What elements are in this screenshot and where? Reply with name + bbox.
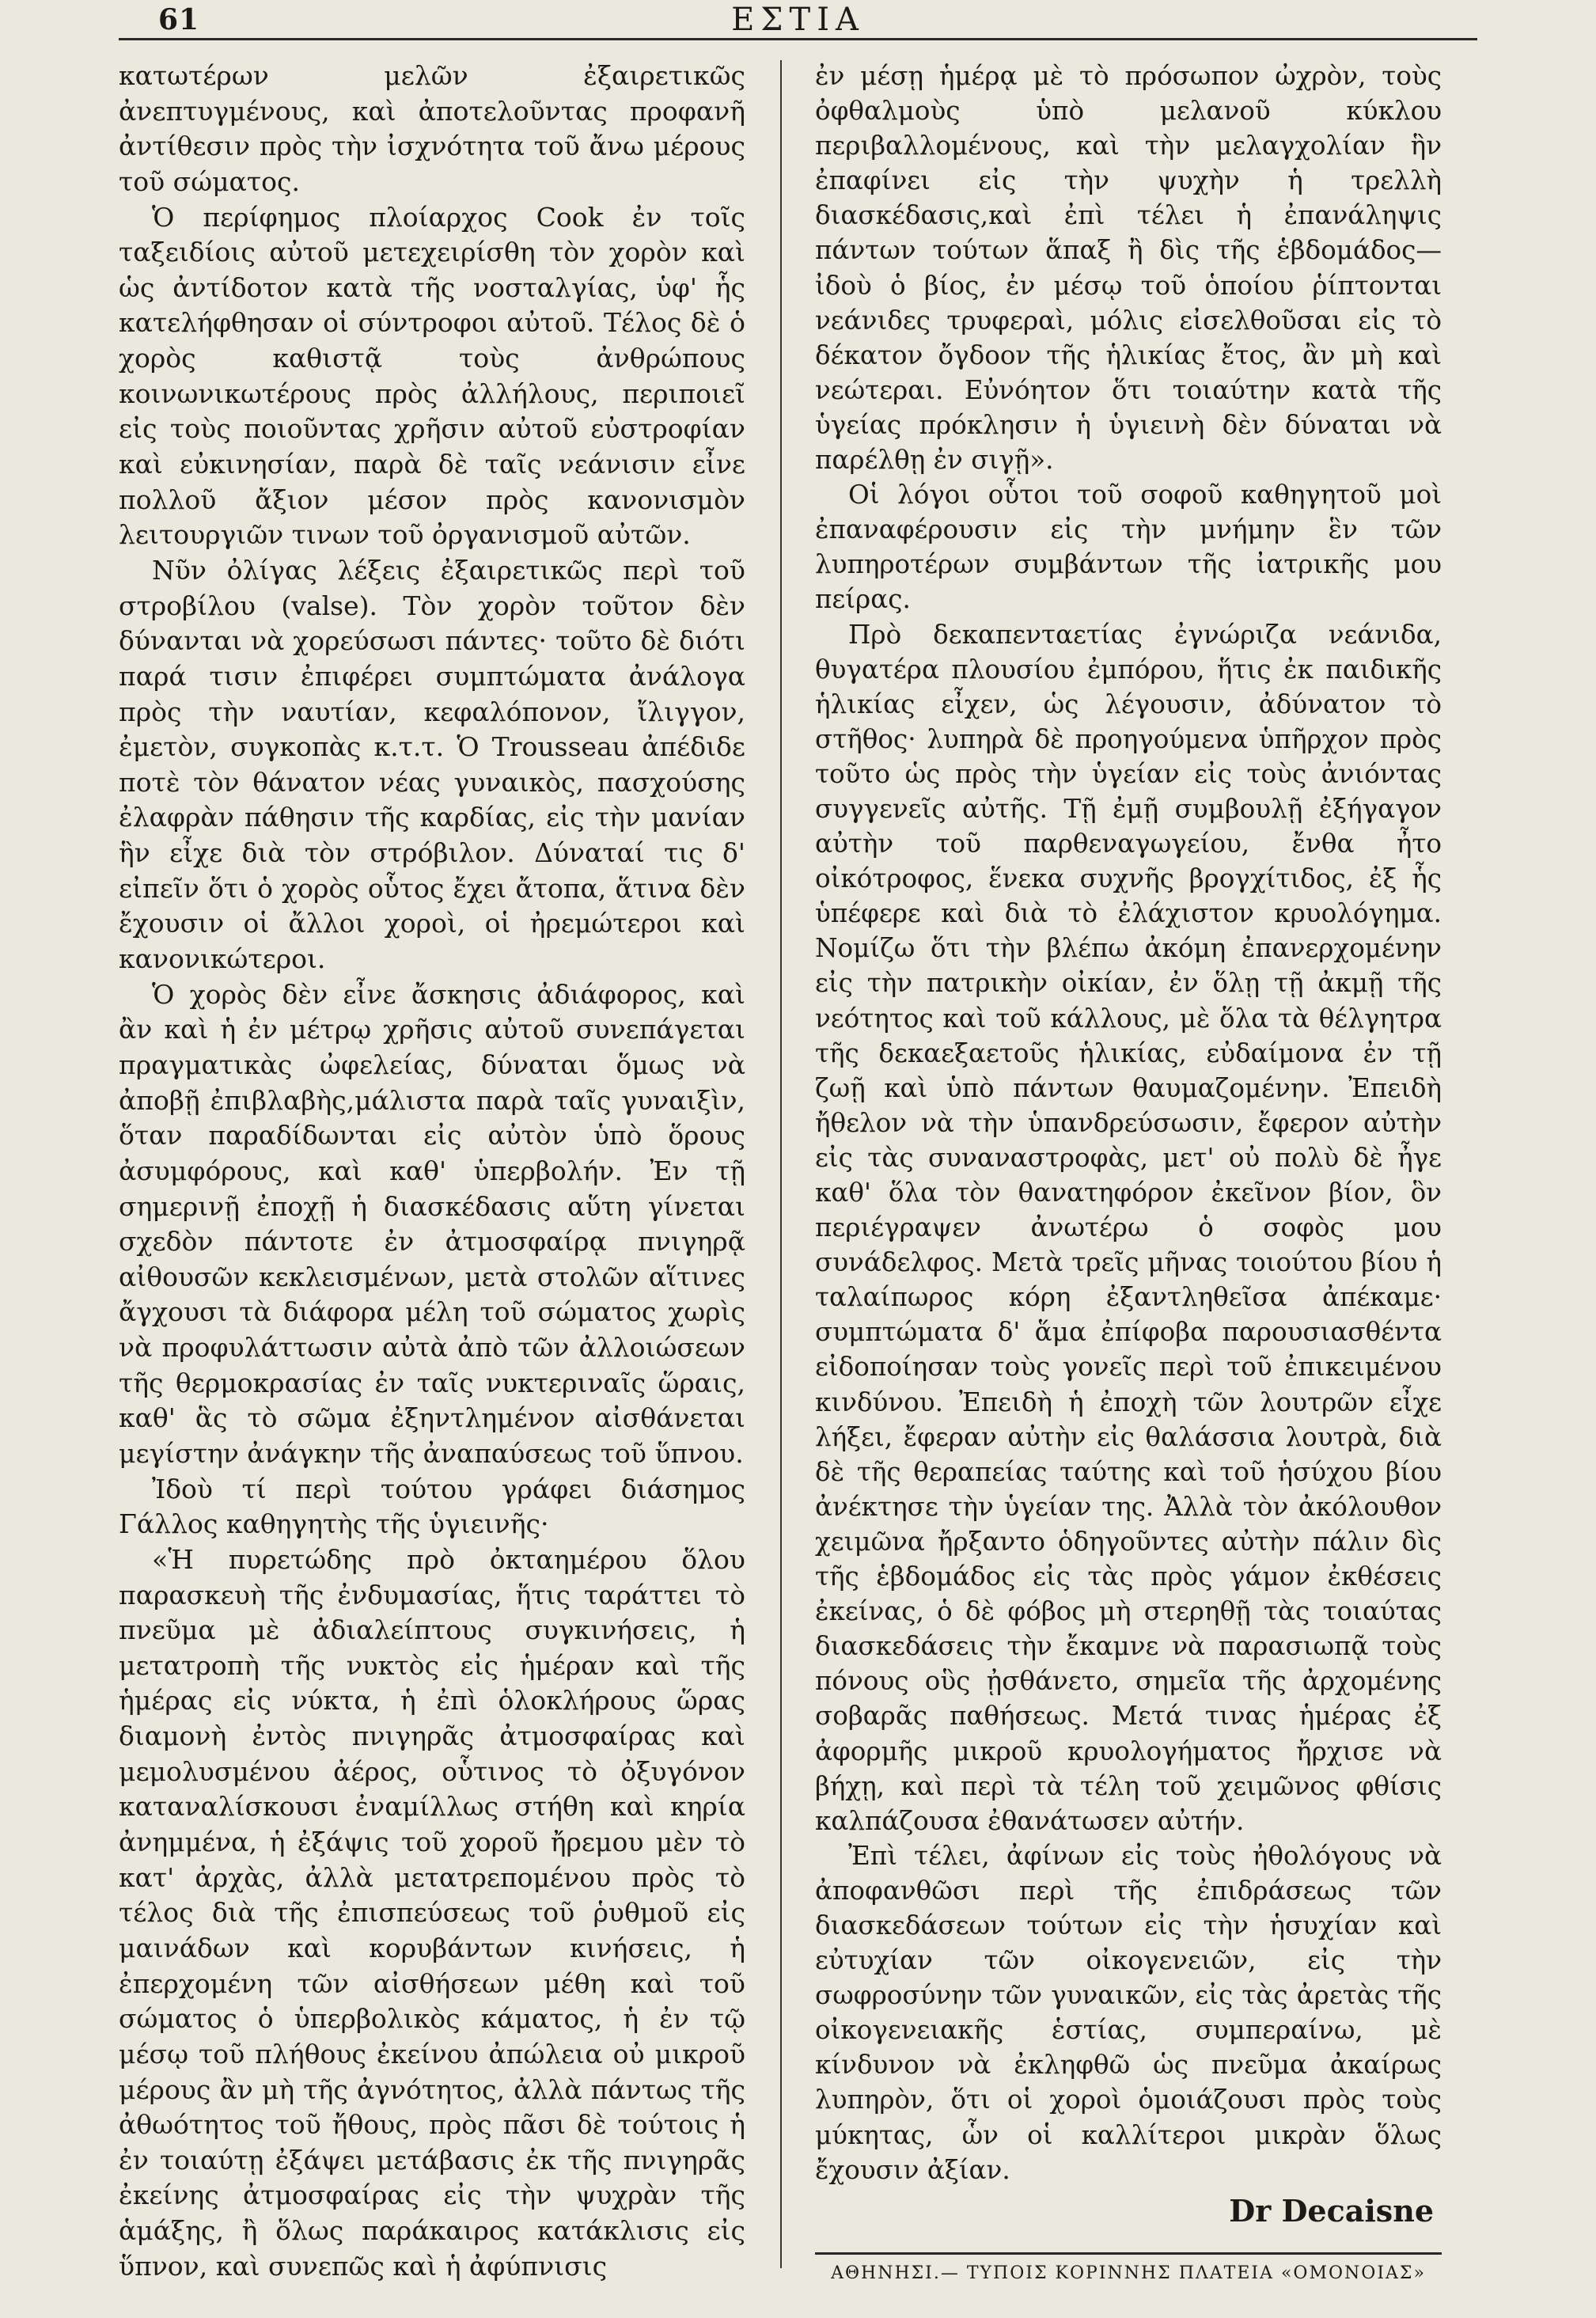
paragraph: Ἐπὶ τέλει, ἀφίνων εἰς τοὺς ἠθολόγους νὰ ἀποφανθῶσι περὶ τῆς ἐπιδράσεως τῶν διασκεδάσεων τούτων εἰς τὴν ἡσυχίαν καὶ εὐτυχίαν τῶν οἰκογενειῶν, εἰς τὴν σωφροσύνην τῶν γυναικῶν, εἰς τὰς ἀρετὰς τῆς οἰκογενειακῆς ἑστίας, συμπεραίνω, μὲ κίνδυνον νὰ ἐκληφθῶ ὡς πνεῦμα ἀκαίρως λυπηρὸν, ὅτι οἱ χοροὶ ὁμοιάζουσι πρὸς τοὺς μύκητας, ὧν οἱ καλλίτεροι μικρὰν ὅλως ἔχουσιν ἀξίαν. — [815, 1840, 1442, 2185]
author-signature: Dr Decaisne — [1229, 2192, 1434, 2229]
header-rule — [119, 38, 1477, 40]
left-column — [119, 59, 745, 2284]
quotation-paragraph: «Ἡ πυρετώδης πρὸ ὀκταημέρου ὅλου παρασκευὴ τῆς ἐνδυμασίας, ἥτις ταράττει τὸ πνεῦμα μὲ ἀδιαλείπτους συγκινήσεις, ἡ μετατροπὴ τῆς νυκτὸς εἰς ἡμέραν καὶ τῆς ἡμέρας εἰς νύκτα, ἡ ἐπὶ ὁλοκλήρους ὥρας διαμονὴ ἐντὸς πνιγηρᾶς ἀτμοσφαίρας καὶ μεμολυσμένου ἀέρος, οὗτινος τὸ ὀξυγόνον καταναλίσκουσι ἐναμίλλως στήθη καὶ κηρία ἀνημμένα, ἡ ἐξάψις τοῦ χοροῦ ἤρεμου μὲν τὸ κατ' ἀρχὰς, ἀλλὰ μετατρεπομένου πρὸς τὸ τέλος διὰ τῆς ἐπισπεύσεως τοῦ ῥυθμοῦ εἰς μαινάδων καὶ κορυβάντων κινήσεις, ἡ ἐπερχομένη τῶν αἰσθήσεων μέθη καὶ τοῦ σώματος ὁ ὑπερβολικὸς κάματος, ἡ ἐν τῷ μέσῳ τοῦ πλήθους ἐκείνου ἀπώλεια οὐ μικροῦ μέρους ἂν μὴ τῆς ἀγνότητος, ἀλλὰ πάντως τῆς ἀθωότητος τοῦ ἤθους, πρὸς πᾶσι δὲ τούτοις ἡ ἐν τοιαύτῃ ἐξάψει μετάβασις ἐκ τῆς πνιγηρᾶς ἐκείνης ἀτμοσφαίρας εἰς τὴν ψυχρὰν τῆς ἁμάξης, ἢ ὅλως παράκαιρος κατάκλισις εἰς ὕπνον, καὶ συνεπῶς καὶ ἡ ἀφύπνισις — [119, 1543, 745, 2282]
paragraph: ἐν μέσῃ ἡμέρᾳ μὲ τὸ πρόσωπον ὠχρὸν, τοὺς ὀφθαλμοὺς ὑπὸ μελανοῦ κύκλου περιβαλλομένους, καὶ τὴν μελαγχολίαν ἣν ἐπαφίνει εἰς τὴν ψυχὴν ἡ τρελλὴ διασκέδασις,καὶ ἐπὶ τέλει ἡ ἐπανάληψις πάντων τούτων ἅπαξ ἢ δὶς τῆς ἑβδομάδος— ἰδοὺ ὁ βίος, ἐν μέσῳ τοῦ ὁποίου ῥίπτονται νεάνιδες τρυφεραὶ, μόλις εἰσελθοῦσαι εἰς τὸ δέκατον ὄγδοον τῆς ἡλικίας ἔτος, ἂν μὴ καὶ νεώτεραι. Εὐνόητον ὅτι τοιαύτην κατὰ τῆς ὑγείας πρόκλησιν ἡ ὑγιεινὴ δὲν δύναται νὰ παρέλθῃ ἐν σιγῇ». — [815, 61, 1442, 476]
right-column — [815, 59, 1442, 2229]
footer-rule — [815, 2252, 1442, 2255]
paragraph: Ὁ περίφημος πλοίαρχος Cook ἐν τοῖς ταξειδίοις αὐτοῦ μετεχειρίσθη τὸν χορὸν καὶ ὡς ἀντίδοτον κατὰ τῆς νοσταλγίας, ὑφ' ἧς κατελήφθησαν οἱ σύντροφοι αὐτοῦ. Τέλος δὲ ὁ χορὸς καθιστᾷ τοὺς ἀνθρώπους κοινωνικωτέρους πρὸς ἀλλήλους, περιποιεῖ εἰς τοὺς ποιοῦντας χρῆσιν αὐτοῦ εὐστροφίαν καὶ εὐκινησίαν, παρὰ δὲ ταῖς νεάνισιν εἶνε πολλοῦ ἄξιον μέσον πρὸς κανονισμὸν λειτουργιῶν τινων τοῦ ὀργανισμοῦ αὐτῶν. — [119, 201, 745, 551]
column-divider — [780, 60, 782, 2268]
paragraph: Οἱ λόγοι οὗτοι τοῦ σοφοῦ καθηγητοῦ μοὶ ἐπαναφέρουσιν εἰς τὴν μνήμην ἓν τῶν λυπηροτέρων συμβάντων τῆς ἰατρικῆς μου πείρας. — [815, 480, 1442, 615]
paragraph: Νῦν ὀλίγας λέξεις ἐξαιρετικῶς περὶ τοῦ στροβίλου (valse). Τὸν χορὸν τοῦτον δὲν δύνανται νὰ χορεύσωσι πάντες· τοῦτο δὲ διότι παρά τισιν ἐπιφέρει συμπτώματα ἀνάλογα πρὸς τὴν ναυτίαν, κεφαλόπονον, ἴλιγγον, ἐμετὸν, συγκοπὰς κ.τ.τ. Ὁ Trousseau ἀπέδιδε ποτὲ τὸν θάνατον νέας γυναικὸς, πασχούσης ἐλαφρὰν πάθησιν τῆς καρδίας, εἰς τὴν μανίαν ἣν εἶχε διὰ τὸν στρόβιλον. Δύναταί τις δ' εἰπεῖν ὅτι ὁ χορὸς οὗτος ἔχει ἄτοπα, ἅτινα δὲν ἔχουσιν οἱ ἄλλοι χοροὶ, οἱ ἠρεμώτεροι καὶ κανονικώτεροι. — [119, 554, 745, 975]
paragraph: Ὁ χορὸς δὲν εἶνε ἄσκησις ἀδιάφορος, καὶ ἂν καὶ ἡ ἐν μέτρῳ χρῆσις αὐτοῦ συνεπάγεται πραγματικὰς ὠφελείας, δύναται ὅμως νὰ ἀποβῇ ἐπιβλαβὴς,μάλιστα παρὰ ταῖς γυναιξὶν, ὅταν παραδίδωνται εἰς αὐτὸν ὑπὸ ὅρους ἀσυμφόρους, καὶ καθ' ὑπερβολήν. Ἐν τῇ σημερινῇ ἐποχῇ ἡ διασκέδασις αὕτη γίνεται σχεδὸν πάντοτε ἐν ἀτμοσφαίρᾳ πνιγηρᾷ αἰθουσῶν κεκλεισμένων, μετὰ στολῶν αἵτινες ἄγχουσι τὰ διάφορα μέλη τοῦ σώματος χωρὶς νὰ προφυλάττωσιν αὐτὰ ἀπὸ τῶν ἀλλοιώσεων τῆς θερμοκρασίας ἐν ταῖς νυκτεριναῖς ὥραις, καθ' ἃς τὸ σῶμα ἐξηντλημένον αἰσθάνεται μεγίστην ἀνάγκην τῆς ἀναπαύσεως τοῦ ὕπνου. — [119, 978, 745, 1469]
running-title: ΕΣΤΙΑ — [731, 2, 865, 38]
paragraph: Πρὸ δεκαπενταετίας ἐγνώριζα νεάνιδα, θυγατέρα πλουσίου ἐμπόρου, ἥτις ἐκ παιδικῆς ἡλικίας εἶχεν, ὡς λέγουσιν, ἀδύνατον τὸ στῆθος· λυπηρὰ δὲ προηγούμενα ὑπῆρχον πρὸς τοῦτο ὡς πρὸς τὴν ὑγείαν εἰς τοὺς ἀνιόντας συγγενεῖς αὐτῆς. Τῇ ἐμῇ συμβουλῇ ἐξήγαγον αὐτὴν τοῦ παρθεναγωγείου, ἔνθα ἦτο οἰκότροφος, ἕνεκα συχνῆς βρογχίτιδος, ἐξ ἧς ὑπέφερε καὶ διὰ τὸ ἐλάχιστον κρυολόγημα. Νομίζω ὅτι τὴν βλέπω ἀκόμη ἐπανερχομένην εἰς τὴν πατρικὴν οἰκίαν, ἐν ὅλῃ τῇ ἀκμῇ τῆς νεότητος καὶ τοῦ κάλλους, μὲ ὅλα τὰ θέλγητρα τῆς δεκαεξαετοῦς ἡλικίας, εὐδαίμονα ἐν τῇ ζωῇ καὶ ὑπὸ πάντων θαυμαζομένην. Ἐπειδὴ ἤθελον νὰ τὴν ὑπανδρεύσωσιν, ἔφερον αὐτὴν εἰς τὰς συναναστροφὰς, μετ' οὐ πολὺ δὲ ἦγε καθ' ὅλα τὸν θανατηφόρον ἐκεῖνον βίον, ὃν περιέγραψεν ἀνωτέρω ὁ σοφὸς μου συνάδελφος. Μετὰ τρεῖς μῆνας τοιούτου βίου ἡ ταλαίπωρος κόρη ἐξαντληθεῖσα ἀπέκαμε· συμπτώματα δ' ἅμα ἐπίφοβα παρουσιασθέντα εἰδοποίησαν τοὺς γονεῖς περὶ τοῦ ἐπικειμένου κινδύνου. Ἐπειδὴ ἡ ἐποχὴ τῶν λουτρῶν εἶχε λήξει, ἔφεραν αὐτὴν εἰς θαλάσσια λουτρὰ, διὰ δὲ τῆς θεραπείας ταύτης καὶ τοῦ ἡσύχου βίου ἀνέκτησε τὴν ὑγείαν της. Ἀλλὰ τὸν ἀκόλουθον χειμῶνα ἤρξαντο ὁδηγοῦντες αὐτὴν πάλιν δὶς τῆς ἑβδομάδος εἰς τὰς πρὸς γάμον ἐκθέσεις ἐκείνας, ὁ δὲ φόβος μὴ στερηθῇ τὰς τοιαύτας διασκεδάσεις τὴν ἔκαμνε νὰ παρασιωπᾷ τοὺς πόνους οὓς ᾐσθάνετο, σημεῖα τῆς ἀρχομένης σοβαρᾶς παθήσεως. Μετά τινας ἡμέρας ἐξ ἀφορμῆς μικροῦ κρυολογήματος ἤρχισε νὰ βήχῃ, καὶ περὶ τὰ τέλη τοῦ χειμῶνος φθίσις καλπάζουσα ἐθανάτωσεν αὐτήν. — [815, 619, 1442, 1836]
printer-imprint: ΑΘΗΝΗΣΙ.— ΤΥΠΟΙΣ ΚΟΡΙΝΝΗΣ ΠΛΑΤΕΙΑ «ΟΜΟΝΟΙΑΣ» — [831, 2263, 1426, 2283]
paragraph: Ἰδοὺ τί περὶ τούτου γράφει διάσημος Γάλλος καθηγητὴς τῆς ὑγιεινῆς· — [119, 1473, 745, 1540]
page-number: 61 — [158, 3, 200, 36]
paragraph: κατωτέρων μελῶν ἐξαιρετικῶς ἀνεπτυγμένους, καὶ ἀποτελοῦντας προφανῆ ἀντίθεσιν πρὸς τὴν ἰσχνότητα τοῦ ἄνω μέρους τοῦ σώματος. — [119, 60, 745, 197]
